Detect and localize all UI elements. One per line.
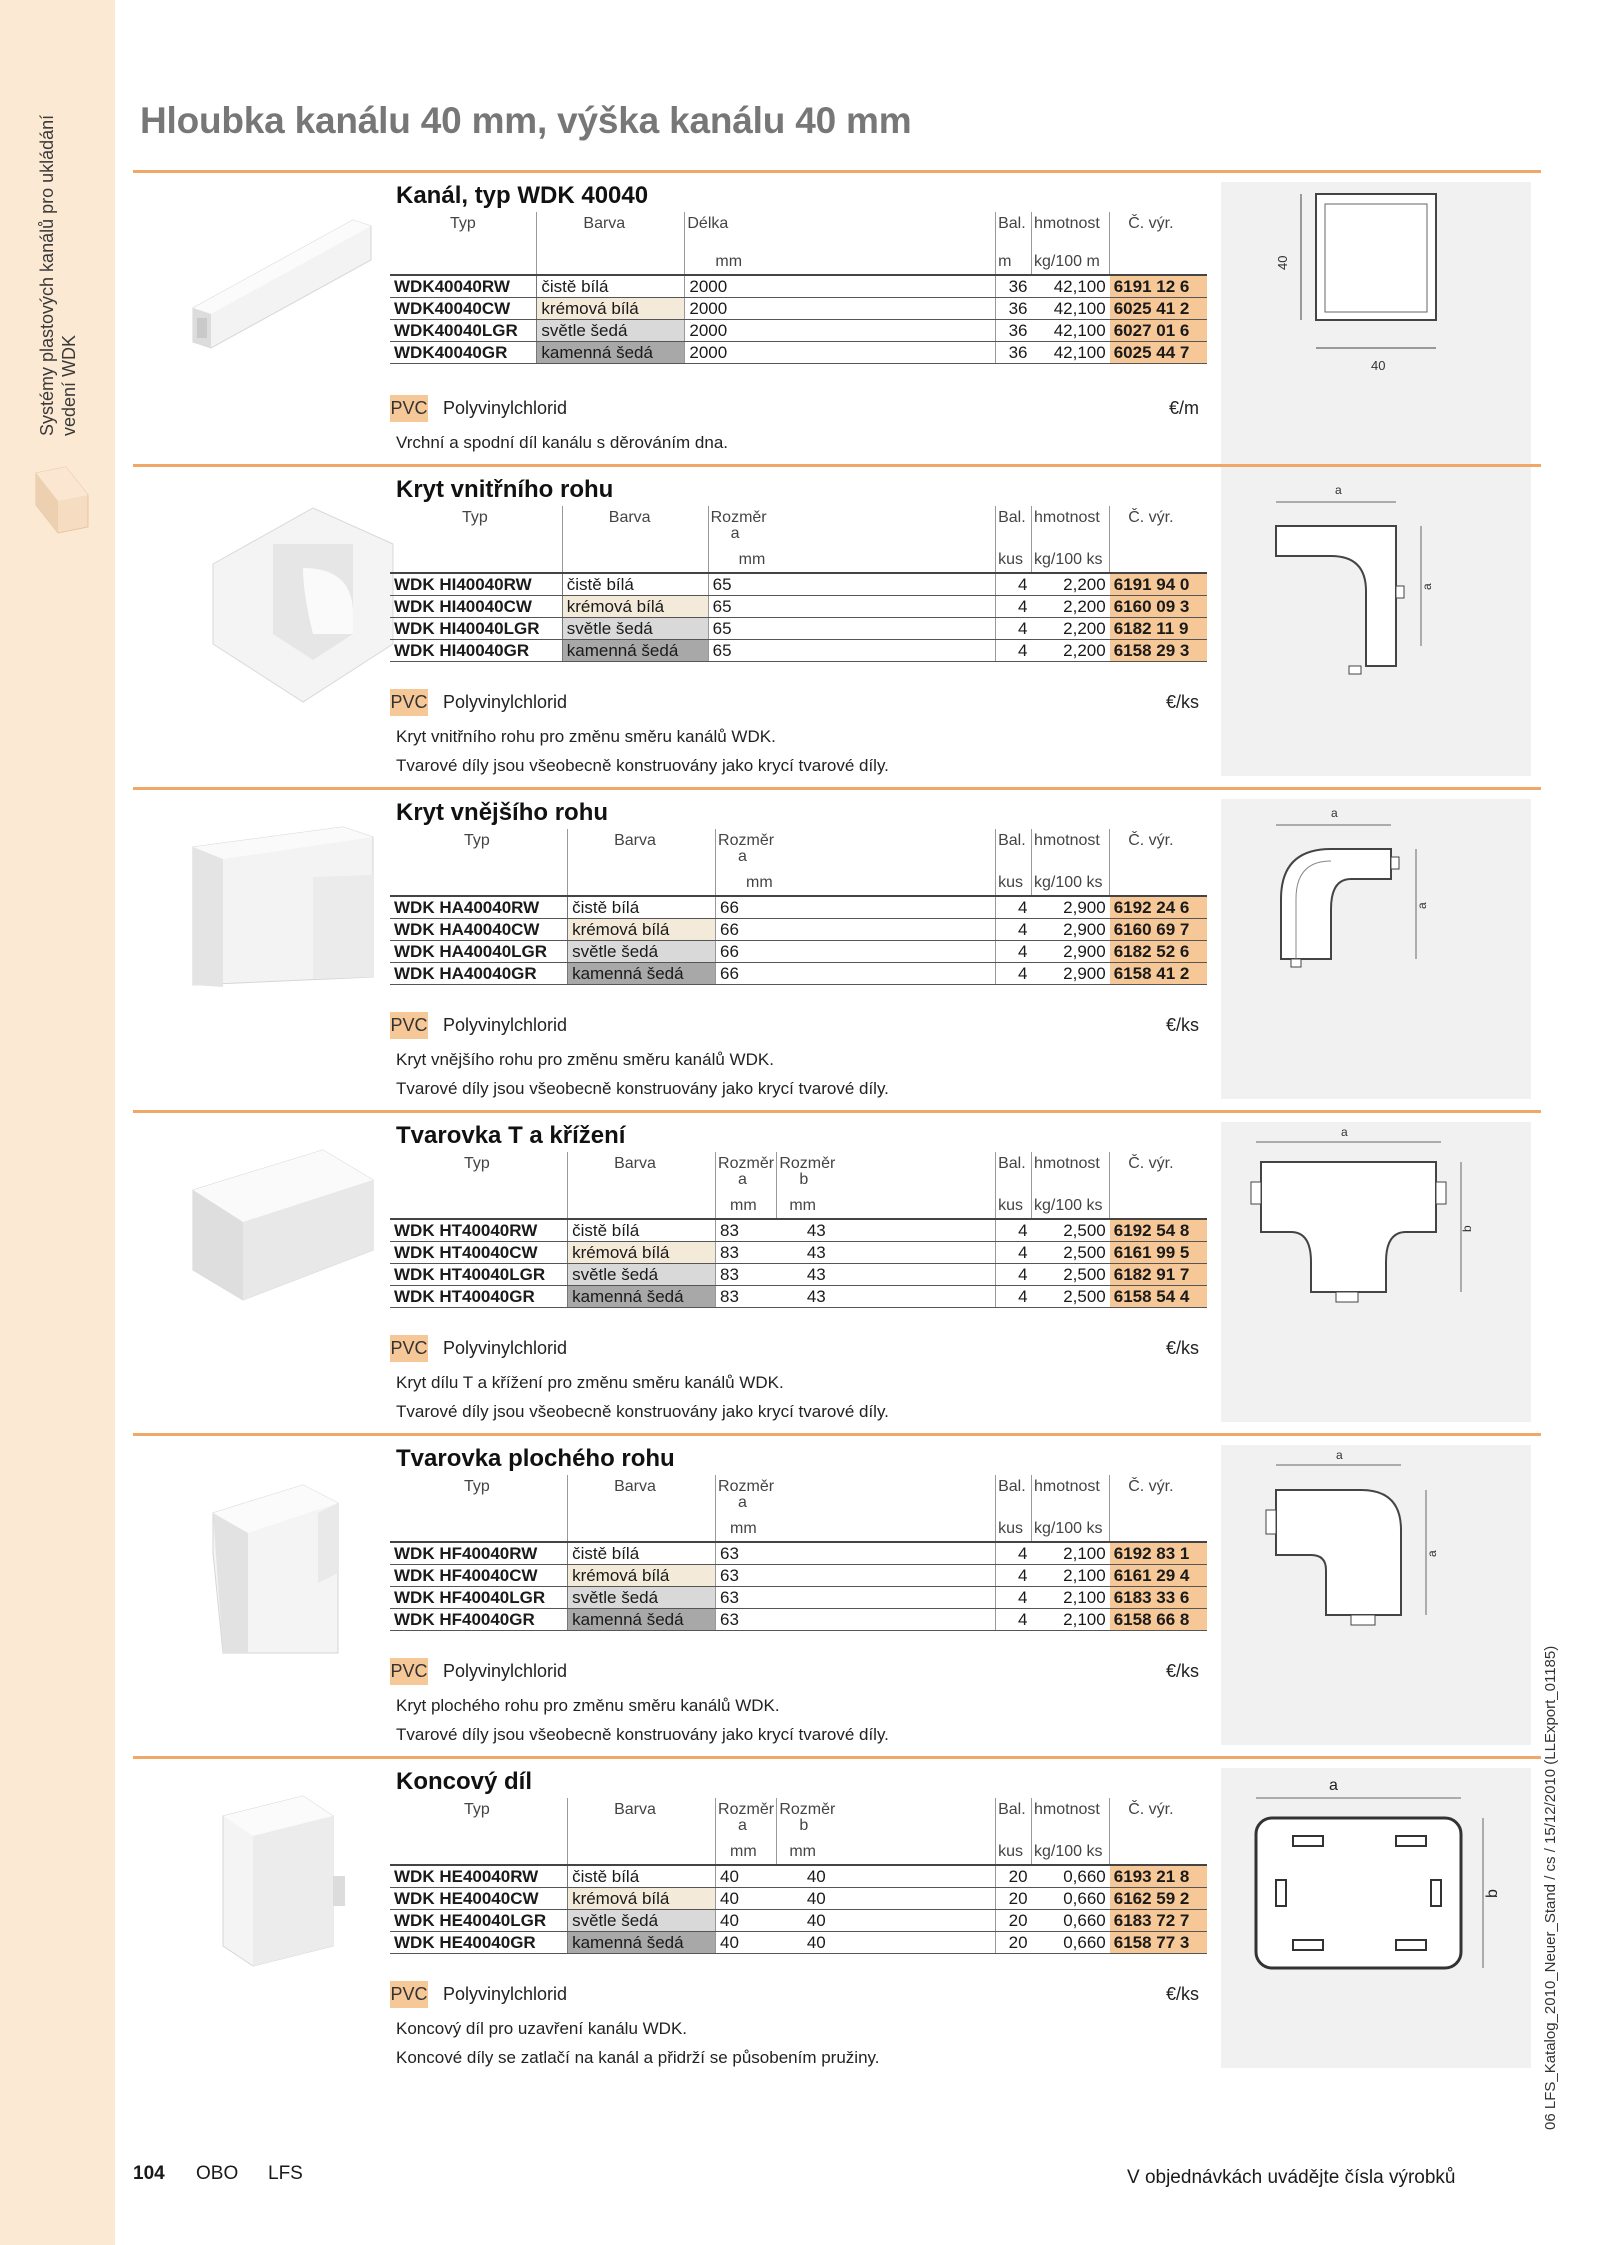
col-header-type: Typ xyxy=(464,1155,490,1172)
col-header-dim1-sub: a xyxy=(738,1171,747,1188)
col-header-article: Č. výr. xyxy=(1110,1152,1207,1188)
section-divider xyxy=(133,1433,1541,1436)
col-header-pack: Bal. xyxy=(996,506,1032,542)
table-row: WDK HT40040CW krémová bílá 83 43 4 2,500 6161 99 5 xyxy=(390,1242,1207,1264)
col-header-dim1 xyxy=(716,829,801,865)
table-row: WDK HA40040LGR světle šedá 66 4 2,900 6182 52 6 xyxy=(390,941,1207,963)
description-line-2: Tvarové díly jsou všeobecně konstruovány jako krycí tvarové díly. xyxy=(396,1079,889,1098)
technical-drawing-channel xyxy=(1221,182,1531,482)
description-line-1: Kryt dílu T a křížení pro změnu směru kanálů WDK. xyxy=(396,1373,784,1392)
unit-pack: kus xyxy=(996,1834,1032,1865)
end-piece-drawing xyxy=(1221,1768,1531,2068)
dim-label-b: b xyxy=(1460,1225,1474,1232)
table-row: WDK HT40040GR kamenná šedá 83 43 4 2,500 6158 54 4 xyxy=(390,1286,1207,1308)
product-section-t-junction xyxy=(133,1110,1541,1432)
table-row: WDK40040LGR světle šedá 2000 36 42,100 6027 01 6 xyxy=(390,320,1207,342)
material-badge: PVC xyxy=(390,1335,428,1362)
unit-dim2 xyxy=(793,542,996,573)
section-divider xyxy=(133,1756,1541,1759)
col-header-dim1-label: Rozměr xyxy=(718,1478,775,1495)
col-header-type: Typ xyxy=(450,215,476,232)
section-title: Koncový díl xyxy=(396,1768,533,1795)
cable-duct-icon xyxy=(30,465,90,535)
col-header-dim2 xyxy=(777,1798,996,1834)
section-divider xyxy=(133,170,1541,173)
col-header-type: Typ xyxy=(462,509,488,526)
material-badge: PVC xyxy=(390,689,428,716)
unit-dim1: mm xyxy=(716,865,801,896)
unit-pack: kus xyxy=(996,865,1032,896)
col-header-dim1-sub: a xyxy=(738,1817,747,1834)
description-line-1: Koncový díl pro uzavření kanálu WDK. xyxy=(396,2019,688,2038)
col-header-article: Č. výr. xyxy=(1110,1798,1207,1834)
col-header-weight: hmotnost xyxy=(1032,212,1110,244)
col-header-article: Č. výr. xyxy=(1110,212,1207,244)
dim-label-a-vertical: a xyxy=(1425,1550,1439,1557)
page-number: 104 xyxy=(133,2163,165,2184)
dim-label-a: a xyxy=(1329,1777,1338,1794)
material-label: Polyvinylchlorid xyxy=(443,1984,568,2004)
description-line-2: Koncové díly se zatlačí na kanál a přidrží se působením pružiny. xyxy=(396,2048,880,2067)
product-section-inner-corner xyxy=(133,464,1541,786)
col-header-dim1-label: Rozměr xyxy=(718,832,775,849)
col-header-colour: Barva xyxy=(568,829,716,865)
col-header-dim1-sub: a xyxy=(738,1494,747,1511)
price-unit: €/ks xyxy=(1165,1661,1199,1681)
col-header-pack: Bal. xyxy=(996,1152,1032,1188)
table-row: WDK HA40040GR kamenná šedá 66 4 2,900 6158 41 2 xyxy=(390,963,1207,985)
document-reference: 06 LFS_Katalog_2010_Neuer_Stand / cs / 15/12/2010 (LLExport_01185) xyxy=(1542,1645,1559,2130)
dim-label-a-horizontal: a xyxy=(1336,1448,1343,1462)
technical-drawing-outer-corner xyxy=(1221,799,1531,1099)
col-header-dim2-label: Rozměr xyxy=(779,1801,836,1818)
col-header-colour: Barva xyxy=(562,506,708,542)
col-header-dim1: Délka xyxy=(685,212,772,244)
section-title: Kryt vnějšího rohu xyxy=(396,799,609,826)
table-row: WDK HT40040RW čistě bílá 83 43 4 2,500 6192 54 8 xyxy=(390,1219,1207,1242)
order-note: V objednávkách uvádějte čísla výrobků xyxy=(1127,2167,1456,2188)
technical-drawing-t-junction xyxy=(1221,1122,1531,1422)
unit-weight: kg/100 ks xyxy=(1032,1188,1110,1219)
table-row: WDK HE40040GR kamenná šedá 40 40 20 0,660 6158 77 3 xyxy=(390,1932,1207,1954)
dim-label-a-vertical: a xyxy=(1415,902,1429,909)
table-row: WDK HE40040CW krémová bílá 40 40 20 0,660 6162 59 2 xyxy=(390,1888,1207,1910)
material-badge: PVC xyxy=(390,1981,428,2008)
unit-pack: kus xyxy=(996,1188,1032,1219)
table-row: WDK HF40040CW krémová bílá 63 4 2,100 6161 29 4 xyxy=(390,1565,1207,1587)
section-divider xyxy=(133,464,1541,467)
section-divider xyxy=(133,1110,1541,1113)
sidebar-category-text: Systémy plastových kanálů pro ukládání vedení WDK xyxy=(37,114,79,436)
unit-dim1: mm xyxy=(685,244,772,275)
col-header-dim2 xyxy=(793,506,996,542)
unit-weight: kg/100 ks xyxy=(1032,1511,1110,1542)
product-table xyxy=(390,829,1207,985)
unit-pack: kus xyxy=(996,1511,1032,1542)
table-row: WDK HF40040LGR světle šedá 63 4 2,100 6183 33 6 xyxy=(390,1587,1207,1609)
inner-corner-drawing xyxy=(1221,476,1531,776)
page-title: Hloubka kanálu 40 mm, výška kanálu 40 mm xyxy=(140,100,912,141)
table-row: WDK HA40040CW krémová bílá 66 4 2,900 6160 69 7 xyxy=(390,919,1207,941)
technical-drawing-flat-corner xyxy=(1221,1445,1531,1745)
t-junction-drawing xyxy=(1221,1122,1531,1422)
col-header-pack: Bal. xyxy=(996,212,1032,244)
unit-weight: kg/100 ks xyxy=(1032,1834,1110,1865)
unit-dim2: mm xyxy=(777,1188,996,1219)
material-label: Polyvinylchlorid xyxy=(443,1661,568,1681)
col-header-dim1-label: Rozměr xyxy=(718,1801,775,1818)
technical-drawing-inner-corner xyxy=(1221,476,1531,776)
section-title: Tvarovka plochého rohu xyxy=(396,1445,675,1472)
col-header-dim2 xyxy=(800,829,996,865)
col-header-article: Č. výr. xyxy=(1110,829,1207,865)
col-header-weight: hmotnost xyxy=(1032,506,1110,542)
price-unit: €/ks xyxy=(1165,1338,1199,1358)
unit-dim2 xyxy=(772,244,996,275)
table-row: WDK40040CW krémová bílá 2000 36 42,100 6025 41 2 xyxy=(390,298,1207,320)
table-row: WDK HA40040RW čistě bílá 66 4 2,900 6192 24 6 xyxy=(390,896,1207,919)
table-row: WDK HF40040GR kamenná šedá 63 4 2,100 6158 66 8 xyxy=(390,1609,1207,1631)
product-section-end-piece xyxy=(133,1756,1541,2078)
dim-label-width: 40 xyxy=(1371,358,1386,373)
brand-name: OBO xyxy=(196,2163,239,2184)
col-header-colour: Barva xyxy=(568,1475,716,1511)
table-row: WDK HE40040RW čistě bílá 40 40 20 0,660 6193 21 8 xyxy=(390,1865,1207,1888)
section-title: Tvarovka T a křížení xyxy=(396,1122,626,1149)
description-line-2: Tvarové díly jsou všeobecně konstruovány jako krycí tvarové díly. xyxy=(396,756,889,775)
col-header-dim2-sub: b xyxy=(799,1171,809,1188)
unit-dim2 xyxy=(800,1511,996,1542)
col-header-colour: Barva xyxy=(568,1152,716,1188)
description-line-2: Tvarové díly jsou všeobecně konstruovány jako krycí tvarové díly. xyxy=(396,1725,889,1744)
technical-drawing-end-piece xyxy=(1221,1768,1531,2068)
material-label: Polyvinylchlorid xyxy=(443,1015,568,1035)
unit-dim1: mm xyxy=(708,542,793,573)
flat-corner-drawing xyxy=(1221,1445,1531,1745)
dim-label-height: 40 xyxy=(1275,255,1290,270)
description-line-1: Kryt plochého rohu pro změnu směru kanálů WDK. xyxy=(396,1696,780,1715)
col-header-dim1 xyxy=(716,1152,777,1188)
product-section-outer-corner xyxy=(133,787,1541,1109)
unit-dim2 xyxy=(800,865,996,896)
price-unit: €/ks xyxy=(1165,1984,1199,2004)
price-unit: €/ks xyxy=(1165,1015,1199,1035)
product-table xyxy=(390,212,1207,364)
section-divider xyxy=(133,787,1541,790)
col-header-dim1 xyxy=(716,1475,801,1511)
product-table xyxy=(390,1798,1207,1954)
col-header-pack: Bal. xyxy=(996,1798,1032,1834)
dim-label-a-horizontal: a xyxy=(1331,806,1338,820)
description-line-1: Kryt vnějšího rohu pro změnu směru kanálů WDK. xyxy=(396,1050,774,1069)
col-header-type: Typ xyxy=(464,832,490,849)
unit-dim1: mm xyxy=(716,1511,801,1542)
unit-weight: kg/100 m xyxy=(1032,244,1110,275)
unit-dim1: mm xyxy=(716,1188,777,1219)
col-header-pack: Bal. xyxy=(996,829,1032,865)
col-header-weight: hmotnost xyxy=(1032,1798,1110,1834)
sidebar xyxy=(0,0,115,2245)
unit-weight: kg/100 ks xyxy=(1032,865,1110,896)
material-label: Polyvinylchlorid xyxy=(443,398,568,418)
unit-pack: m xyxy=(996,244,1032,275)
col-header-dim2 xyxy=(800,1475,996,1511)
col-header-article: Č. výr. xyxy=(1110,506,1207,542)
product-group: LFS xyxy=(268,2163,303,2184)
table-row: WDK HI40040CW krémová bílá 65 4 2,200 6160 09 3 xyxy=(390,596,1207,618)
table-row: WDK HI40040LGR světle šedá 65 4 2,200 6182 11 9 xyxy=(390,618,1207,640)
product-table xyxy=(390,1152,1207,1308)
material-label: Polyvinylchlorid xyxy=(443,692,568,712)
section-title: Kanál, typ WDK 40040 xyxy=(396,182,649,209)
dim-label-a-vertical: a xyxy=(1420,583,1434,590)
product-table xyxy=(390,1475,1207,1631)
dim-label-a: a xyxy=(1341,1125,1348,1139)
col-header-dim2 xyxy=(772,212,996,244)
material-label: Polyvinylchlorid xyxy=(443,1338,568,1358)
channel-cross-section-drawing xyxy=(1221,182,1531,482)
outer-corner-drawing xyxy=(1221,799,1531,1099)
unit-pack: kus xyxy=(996,542,1032,573)
table-row: WDK HI40040RW čistě bílá 65 4 2,200 6191 94 0 xyxy=(390,573,1207,596)
col-header-article: Č. výr. xyxy=(1110,1475,1207,1511)
col-header-weight: hmotnost xyxy=(1032,1475,1110,1511)
material-badge: PVC xyxy=(390,1012,428,1039)
col-header-pack: Bal. xyxy=(996,1475,1032,1511)
col-header-colour: Barva xyxy=(537,212,685,244)
material-badge: PVC xyxy=(390,395,428,422)
table-row: WDK HT40040LGR světle šedá 83 43 4 2,500 6182 91 7 xyxy=(390,1264,1207,1286)
section-title: Kryt vnitřního rohu xyxy=(396,476,614,503)
col-header-dim2 xyxy=(777,1152,996,1188)
col-header-dim1-sub: a xyxy=(738,848,747,865)
dim-label-a-horizontal: a xyxy=(1335,483,1342,497)
table-row: WDK HI40040GR kamenná šedá 65 4 2,200 6158 29 3 xyxy=(390,640,1207,662)
col-header-dim1 xyxy=(716,1798,777,1834)
table-row: WDK HF40040RW čistě bílá 63 4 2,100 6192 83 1 xyxy=(390,1542,1207,1565)
description-line-1: Vrchní a spodní díl kanálu s děrováním dna. xyxy=(396,433,729,452)
col-header-dim1-label: Rozměr xyxy=(718,1155,775,1172)
col-header-colour: Barva xyxy=(568,1798,716,1834)
col-header-dim1-label: Rozměr xyxy=(710,509,767,526)
col-header-dim2-label: Rozměr xyxy=(779,1155,836,1172)
product-table xyxy=(390,506,1207,662)
col-header-dim1-sub: a xyxy=(730,525,740,542)
col-header-dim2-sub: b xyxy=(799,1817,809,1834)
col-header-type: Typ xyxy=(464,1801,490,1818)
product-section-channel xyxy=(133,170,1541,492)
description-line-2: Tvarové díly jsou všeobecně konstruovány jako krycí tvarové díly. xyxy=(396,1402,889,1421)
material-badge: PVC xyxy=(390,1658,428,1685)
price-unit: €/ks xyxy=(1165,692,1199,712)
table-row: WDK HE40040LGR světle šedá 40 40 20 0,660 6183 72 7 xyxy=(390,1910,1207,1932)
col-header-dim1 xyxy=(708,506,793,542)
col-header-type: Typ xyxy=(464,1478,490,1495)
product-section-flat-corner xyxy=(133,1433,1541,1755)
col-header-weight: hmotnost xyxy=(1032,1152,1110,1188)
description-line-1: Kryt vnitřního rohu pro změnu směru kanálů WDK. xyxy=(396,727,776,746)
col-header-weight: hmotnost xyxy=(1032,829,1110,865)
table-row: WDK40040GR kamenná šedá 2000 36 42,100 6025 44 7 xyxy=(390,342,1207,364)
dim-label-b: b xyxy=(1484,1889,1501,1898)
unit-dim2: mm xyxy=(777,1834,996,1865)
unit-weight: kg/100 ks xyxy=(1032,542,1110,573)
price-unit: €/m xyxy=(1168,398,1199,418)
table-row: WDK40040RW čistě bílá 2000 36 42,100 6191 12 6 xyxy=(390,275,1207,298)
unit-dim1: mm xyxy=(716,1834,777,1865)
